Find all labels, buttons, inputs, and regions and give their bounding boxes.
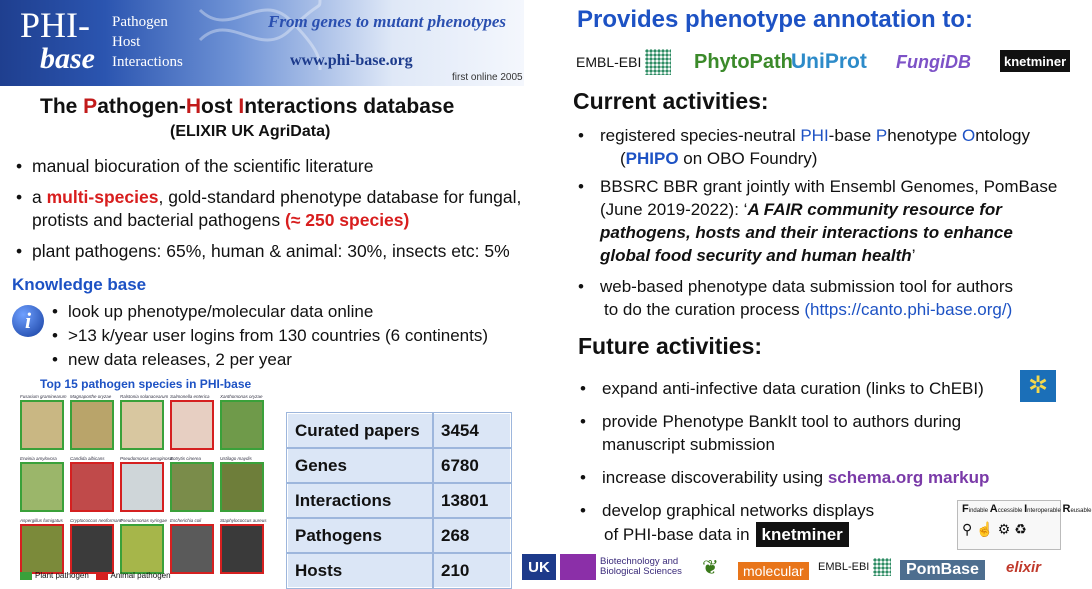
- stat-value: 6780: [433, 448, 511, 483]
- fair-letters: Findable Accessible Interoperable Reusable: [962, 503, 1092, 515]
- species-tile: [20, 394, 67, 452]
- species-panel-title: Top 15 pathogen species in PHI-base: [40, 377, 252, 391]
- logo-sub-host: Host: [112, 34, 141, 50]
- list-item: • increase discoverability using schema.org markup: [578, 466, 1018, 489]
- table-row: [287, 518, 511, 553]
- plant-swatch: [20, 572, 32, 580]
- phytopath-logo[interactable]: PhytoPath: [694, 50, 793, 73]
- statistics-table: [286, 412, 512, 589]
- info-icon: i: [12, 305, 44, 337]
- knetminer-inline-logo[interactable]: knetminer: [756, 522, 849, 547]
- species-photo: [170, 524, 214, 574]
- stat-value: 13801: [433, 483, 511, 518]
- species-tile: [220, 394, 264, 452]
- species-name: Xanthomonas oryzae: [220, 394, 263, 399]
- hand-icon: ☝: [976, 521, 998, 537]
- stat-value: 210: [433, 553, 511, 588]
- species-name: Ralstonia solanacearum: [120, 394, 169, 399]
- uniprot-logo[interactable]: UniProt: [791, 50, 867, 73]
- list-item: • web-based phenotype data submission tool for authors to do the curation process (https://canto.phi-base.org/): [576, 275, 1066, 321]
- list-item: • look up phenotype/molecular data online: [50, 300, 488, 324]
- canto-link[interactable]: (https://canto.phi-base.org/): [804, 300, 1013, 319]
- current-activities-list: [576, 124, 1066, 321]
- overview-bullets: [14, 155, 534, 271]
- species-photo: [220, 462, 264, 512]
- stat-label: Curated papers: [287, 413, 433, 448]
- recycle-icon: ♻: [1014, 521, 1031, 537]
- fair-principles-logo: [957, 500, 1092, 550]
- species-name: Escherichia coli: [170, 518, 202, 523]
- list-item: • a multi-species, gold-standard phenotype database for fungal, protists and bacterial pathogens (≈ 250 species): [14, 186, 534, 232]
- phi-base-banner: [0, 0, 524, 86]
- ebi-dots-icon: [873, 558, 891, 576]
- species-tile: [20, 456, 64, 514]
- species-tile: [120, 394, 169, 452]
- list-item: • new data releases, 2 per year: [50, 348, 488, 372]
- species-photo: [170, 400, 214, 450]
- species-name: Salmonella enterica: [170, 394, 210, 399]
- database-title: The Pathogen-Host Interactions database: [40, 95, 455, 118]
- species-name: Staphylococcus aureus: [220, 518, 267, 523]
- future-activities-heading: Future activities:: [578, 333, 763, 359]
- species-tile: [170, 456, 214, 514]
- stat-label: Pathogens: [287, 518, 433, 553]
- list-item: • plant pathogens: 65%, human & animal: 30%, insects etc: 5%: [14, 240, 534, 263]
- animal-swatch: [96, 572, 108, 580]
- knowledge-base-list: [50, 300, 488, 372]
- species-photo: [220, 400, 264, 450]
- list-item: • develop graphical networks displays of PHI-base data in knetminer: [578, 499, 1018, 547]
- gears-icon: ⚙: [997, 521, 1015, 537]
- list-item: • >13 k/year user logins from 130 countries (6 continents): [50, 324, 488, 348]
- species-name: Magnaporthe oryzae: [70, 394, 112, 399]
- species-tile: [70, 394, 114, 452]
- species-photo: [20, 524, 64, 574]
- funder-logos: [522, 554, 1068, 580]
- species-name: Cryptococcus neoformans: [70, 518, 123, 523]
- species-name: Fusarium graminearum: [20, 394, 67, 399]
- stat-value: 3454: [433, 413, 511, 448]
- embl-ebi-footer-logo[interactable]: EMBL-EBI: [818, 554, 891, 580]
- banner-url[interactable]: www.phi-base.org: [290, 52, 413, 69]
- species-photo: [20, 400, 64, 450]
- species-photo: [120, 400, 164, 450]
- banner-tagline: From genes to mutant phenotypes: [268, 12, 507, 31]
- stat-label: Genes: [287, 448, 433, 483]
- ebi-dots-icon: [645, 49, 671, 75]
- logo-base-text: base: [40, 42, 95, 75]
- ukri-logo[interactable]: UK: [522, 554, 556, 580]
- table-row: [287, 553, 511, 588]
- fungidb-logo[interactable]: FungiDB: [896, 51, 971, 72]
- list-item: • expand anti-infective data curation (links to ChEBI): [578, 377, 1018, 400]
- species-tile: [170, 518, 214, 576]
- embl-ebi-logo[interactable]: EMBL-EBI: [576, 44, 671, 80]
- banner-first-online: first online 2005: [452, 72, 523, 83]
- species-legend: Plant pathogen Animal pathogen: [20, 571, 171, 580]
- species-tile: [220, 518, 267, 576]
- elixir-logo[interactable]: elixir: [1006, 558, 1042, 576]
- species-name: Ustilago maydis: [220, 456, 252, 461]
- magnifier-icon: ⚲: [962, 521, 977, 537]
- species-tile: [70, 518, 123, 576]
- list-item: • manual biocuration of the scientific literature: [14, 155, 534, 178]
- species-tile: [170, 394, 214, 452]
- species-photo: [70, 400, 114, 450]
- species-tile: [120, 518, 168, 576]
- future-activities-list: [578, 377, 1018, 547]
- species-photo: [120, 462, 164, 512]
- list-item: • registered species-neutral PHI-base Phenotype Ontology (PHIPO on OBO Foundry): [576, 124, 1066, 170]
- species-photo: [20, 462, 64, 512]
- logo-phi-text: PHI-: [20, 5, 90, 45]
- list-item: • provide Phenotype BankIt tool to authors during manuscript submission: [578, 410, 1018, 456]
- species-name: Aspergillus fumigatus: [20, 518, 63, 523]
- molecular-logo[interactable]: molecular: [738, 562, 809, 580]
- knetminer-logo[interactable]: knetminer: [1000, 50, 1070, 72]
- species-tile: [70, 456, 114, 514]
- species-name: Candida albicans: [70, 456, 105, 461]
- leaf-logo-icon: ❦: [702, 556, 719, 579]
- knowledge-base-heading: Knowledge base: [12, 275, 147, 294]
- database-subtitle: (ELIXIR UK AgriData): [170, 123, 331, 140]
- species-photo: [70, 462, 114, 512]
- species-tile: [20, 518, 64, 576]
- species-image-grid: [20, 394, 272, 576]
- species-photo: [120, 524, 164, 574]
- species-photo: [220, 524, 264, 574]
- species-name: Erwinia amylovora: [20, 456, 57, 461]
- species-photo: [70, 524, 114, 574]
- stat-label: Hosts: [287, 553, 433, 588]
- species-tile: [220, 456, 264, 514]
- species-tile: [120, 456, 173, 514]
- table-row: [287, 413, 511, 448]
- bbsrc-emblem: [560, 554, 596, 580]
- logo-sub-pathogen: Pathogen: [112, 14, 168, 30]
- table-row: [287, 448, 511, 483]
- list-item: • BBSRC BBR grant jointly with Ensembl Genomes, PomBase (June 2019-2022): ‘A FAIR community resource for pathogens, hosts and their interactions to enhance global food security and human health’: [576, 175, 1066, 267]
- species-photo: [170, 462, 214, 512]
- stat-label: Interactions: [287, 483, 433, 518]
- species-name: Botrytis cinerea: [170, 456, 202, 461]
- species-name: Pseudomonas aeruginosa: [120, 456, 173, 461]
- stat-value: 268: [433, 518, 511, 553]
- partner-logos: [576, 44, 1066, 80]
- logo-sub-interactions: Interactions: [112, 54, 183, 70]
- chebi-icon[interactable]: ✲: [1020, 370, 1056, 402]
- table-row: [287, 483, 511, 518]
- species-name: Pseudomonas syringae: [120, 518, 168, 523]
- pombase-logo[interactable]: PomBase: [900, 560, 985, 580]
- bbsrc-logo[interactable]: Biotechnology and Biological Sciences: [600, 556, 682, 577]
- fair-icons: [962, 521, 1056, 538]
- current-activities-heading: Current activities:: [573, 88, 769, 114]
- annotation-heading: Provides phenotype annotation to:: [577, 6, 974, 33]
